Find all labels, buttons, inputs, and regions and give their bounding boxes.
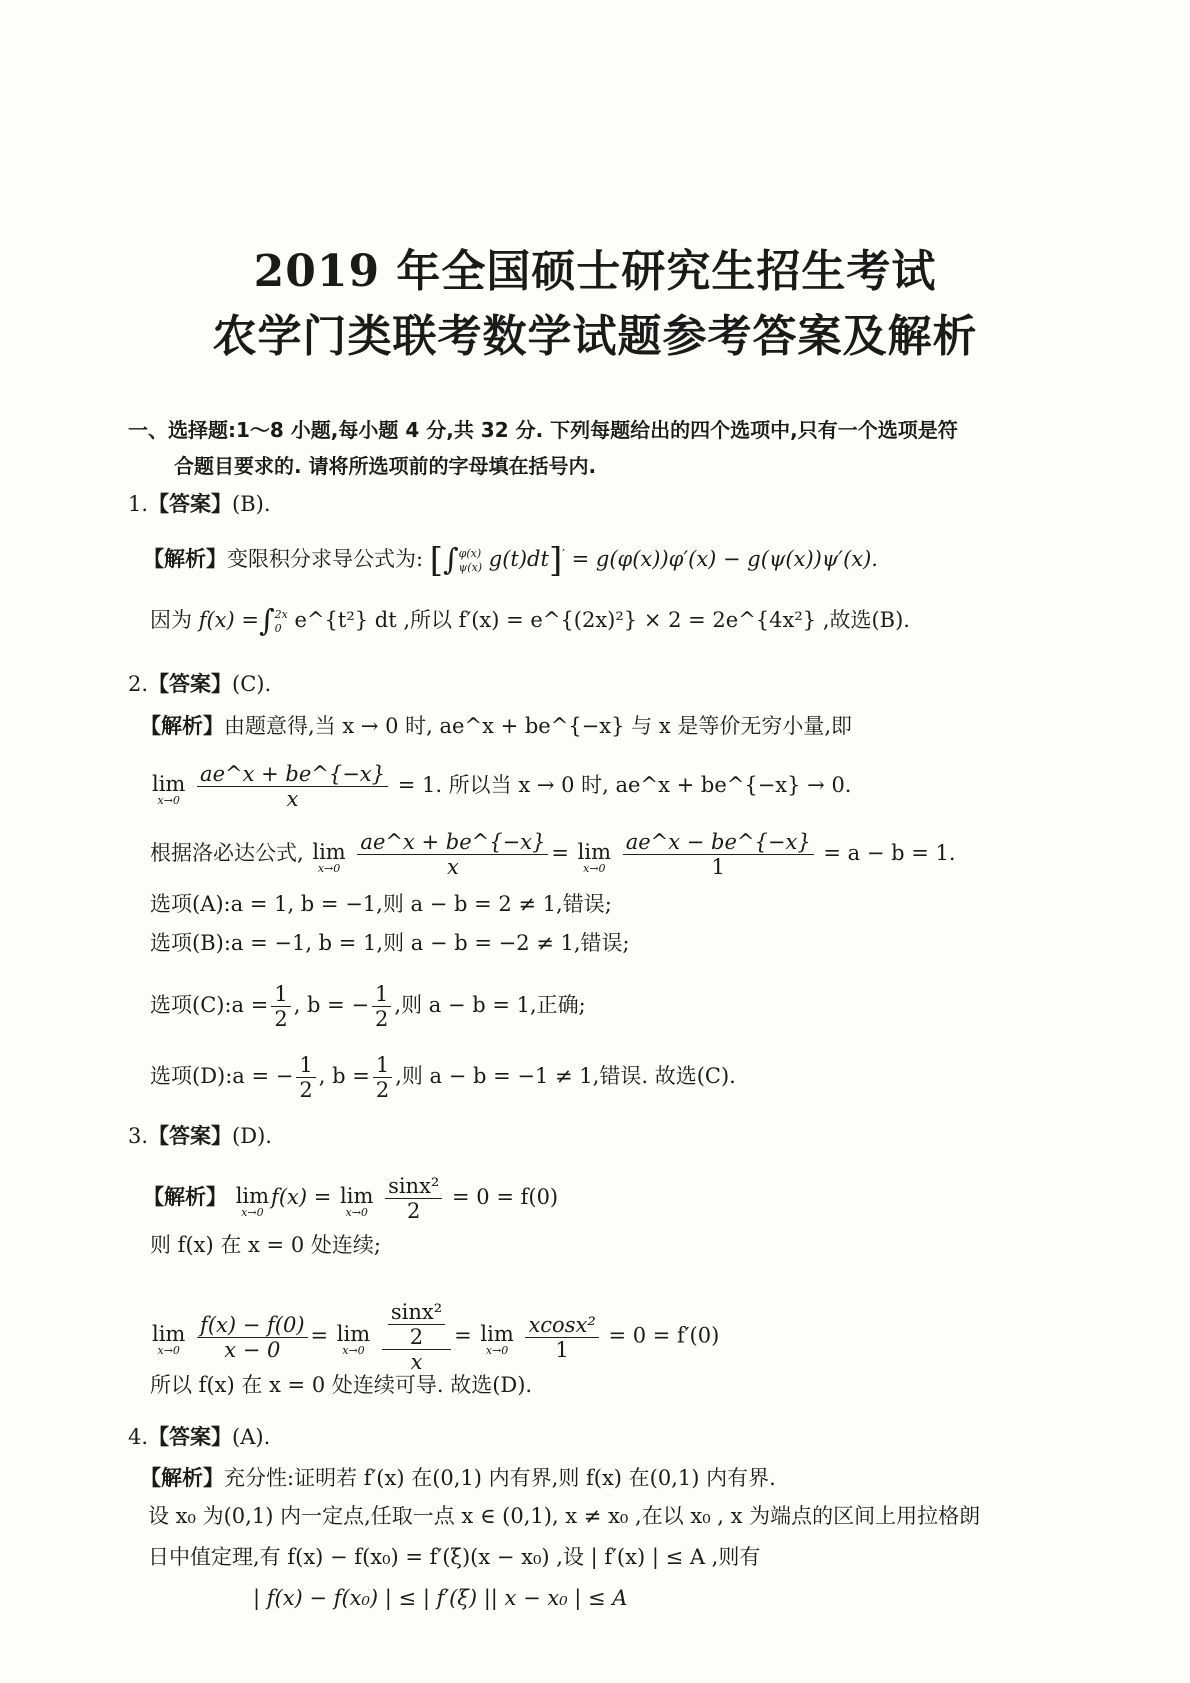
q4-answer <box>128 1423 270 1451</box>
fraction <box>525 1313 598 1362</box>
q2-number: 2. <box>128 672 149 696</box>
page-title-line2: 农学门类联考数学试题参考答案及解析 <box>212 311 978 362</box>
text: 选项(D):a = − <box>150 1064 294 1088</box>
numerator: ae^x + be^{−x} <box>357 830 548 855</box>
q1-answer <box>128 490 271 518</box>
limit <box>578 836 611 874</box>
denominator: x − 0 <box>224 1337 281 1362</box>
fraction <box>296 1053 315 1102</box>
answer-label: 【答案】 <box>148 1425 233 1449</box>
text: 变限积分求导公式为: <box>227 547 424 571</box>
lim-sub: x→0 <box>345 1205 368 1219</box>
text: = a − b = 1. <box>823 841 956 865</box>
q4-analysis-line1 <box>140 1464 776 1492</box>
text: , b = <box>318 1064 370 1088</box>
fraction <box>373 1053 392 1102</box>
limit <box>340 1180 373 1218</box>
answer-label: 【答案】 <box>148 1124 233 1148</box>
q2-answer <box>128 670 271 698</box>
q3-answer-value: (D). <box>232 1124 272 1148</box>
limit <box>337 1318 370 1356</box>
denominator: 2 <box>409 1325 424 1349</box>
text: 因为 <box>150 608 199 632</box>
numerator: xcosx² <box>525 1313 598 1338</box>
text: ,故选(B). <box>816 608 910 632</box>
denominator: 2 <box>375 1078 390 1102</box>
formula: = 0 = f′(0) <box>608 1323 720 1348</box>
text: ,则 a − b = −1 ≠ 1,错误. 故选(C). <box>395 1064 736 1088</box>
fraction <box>388 1300 445 1349</box>
q2-answer-value: (C). <box>232 672 272 696</box>
lim: lim <box>577 839 612 864</box>
denominator: 2 <box>274 1007 288 1031</box>
numerator: 1 <box>271 982 290 1007</box>
q1-analysis-line2 <box>150 603 910 639</box>
q4-answer-value: (A). <box>232 1425 271 1449</box>
lim-sub: x→0 <box>157 793 180 807</box>
lim-sub: x→0 <box>241 1205 264 1219</box>
formula: f(x) = <box>198 608 259 632</box>
page-title-line1: 2019 年全国硕士研究生招生考试 <box>253 246 937 297</box>
analysis-label: 【解析】 <box>143 547 227 571</box>
analysis-label: 【解析】 <box>140 1466 224 1490</box>
numerator: 1 <box>296 1053 315 1078</box>
upper-limit: 2x <box>274 607 288 621</box>
lim-sub: x→0 <box>317 861 341 875</box>
fraction <box>197 1313 307 1362</box>
lim-sub: x→0 <box>157 1344 180 1357</box>
denominator: 1 <box>711 855 725 879</box>
q2-option-c <box>150 982 586 1031</box>
numerator <box>382 1300 451 1350</box>
lim: lim <box>312 839 346 864</box>
numerator: ae^x − be^{−x} <box>623 830 814 855</box>
section-heading: 一、选择题:1～8 小题,每小题 4 分,共 32 分. 下列每题给出的四个选项中,只有一个选项是符 <box>128 418 958 442</box>
lim-sub: x→0 <box>485 1344 509 1357</box>
fraction <box>271 982 290 1031</box>
q1-answer-value: (B). <box>232 492 271 516</box>
q2-option-b: 选项(B):a = −1, b = 1,则 a − b = −2 ≠ 1,错误; <box>150 931 630 955</box>
bracket: ] <box>548 540 563 581</box>
denominator: 2 <box>299 1078 313 1102</box>
fraction <box>623 830 814 879</box>
numerator: sinx² <box>385 1174 442 1199</box>
denominator: 1 <box>555 1337 569 1362</box>
lim-sub: x→0 <box>342 1344 365 1357</box>
section-heading-cont: 合题目要求的. 请将所选项前的字母填在括号内. <box>174 454 597 478</box>
denominator: 2 <box>407 1199 421 1223</box>
integrand: g(t)dt <box>488 547 549 571</box>
limit <box>152 1318 185 1356</box>
q2-analysis-line3: 根据洛必达公式, lim x→0 $\frac{ae\^{}x + be\^{}\{-x\}}{x}$ = lim x→0 $\frac{ae\^{}x - be\^{}\{-x\}}{1}$ = a − b = 1. <box>150 830 956 879</box>
bracket: [ <box>429 540 444 581</box>
answer-label: 【答案】 <box>148 672 233 696</box>
lim: lim <box>152 1322 186 1346</box>
q3-answer <box>128 1122 272 1150</box>
text: ,则 a − b = 1,正确; <box>394 993 586 1017</box>
lower-limit: ψ(x) <box>458 560 483 574</box>
integral-sign: ∫ <box>258 603 275 639</box>
q4-number: 4. <box>128 1425 149 1449</box>
q4-analysis-line4: | f(x) − f(x₀) | ≤ | f′(ξ) || x − x₀ | ≤ A <box>253 1586 628 1610</box>
q3-analysis-line1 <box>143 1174 558 1223</box>
q1-number: 1. <box>128 492 149 516</box>
formula: = 0 = f(0) <box>452 1185 559 1209</box>
limit <box>480 1318 513 1356</box>
limit <box>312 836 345 874</box>
formula: f(x) = <box>271 1185 332 1209</box>
numerator: 1 <box>372 982 391 1007</box>
q3-analysis-line4: 所以 f(x) 在 x = 0 处连续可导. 故选(D). <box>150 1373 533 1397</box>
q2-analysis-line1 <box>140 712 852 740</box>
lim: lim <box>480 1322 514 1346</box>
integral-limits <box>275 608 288 636</box>
q2-analysis-line2 <box>150 762 851 811</box>
denominator: x <box>286 787 299 811</box>
numerator: f(x) − f(0) <box>197 1313 307 1338</box>
fraction <box>357 830 548 879</box>
lim: lim <box>336 1322 371 1346</box>
q2-option-a: 选项(A):a = 1, b = −1,则 a − b = 2 ≠ 1,错误; <box>150 892 612 916</box>
q4-analysis-line2: 设 x₀ 为(0,1) 内一定点,任取一点 x ∈ (0,1), x ≠ x₀ ,在以 x₀ , x 为端点的区间上用拉格朗 <box>148 1504 981 1528</box>
fraction <box>385 1174 442 1223</box>
compound-fraction <box>382 1300 451 1374</box>
denominator: x <box>410 1350 423 1374</box>
text: , b = − <box>293 993 370 1017</box>
integral-sign: ∫ <box>443 542 459 578</box>
analysis-label: 【解析】 <box>143 1185 227 1209</box>
denominator: 2 <box>375 1007 389 1031</box>
lim-sub: x→0 <box>583 861 606 875</box>
text: 由题意得,当 x → 0 时, ae^x + be^{−x} 与 x 是等价无穷小量,即 <box>224 714 853 738</box>
upper-limit: φ(x) <box>458 546 482 560</box>
answer-label: 【答案】 <box>148 492 233 516</box>
analysis-label: 【解析】 <box>140 714 224 738</box>
lim: lim <box>340 1183 374 1208</box>
text: = 1. 所以当 x → 0 时, ae^x + be^{−x} → 0. <box>397 773 852 797</box>
formula: e^{t²} dt ,所以 f′(x) = e^{(2x)²} × 2 = 2e^{4x²} <box>294 608 817 632</box>
q1-analysis-line1: 【解析】变限积分求导公式为: [∫ φ(x) ψ(x) g(t)dt]′ = g(φ(x))φ′(x) − g(ψ(x))ψ′(x). <box>143 540 878 581</box>
denominator: x <box>446 855 459 879</box>
text: 选项(C):a = <box>150 993 269 1017</box>
integral-limits <box>459 547 482 575</box>
numerator: sinx² <box>388 1300 445 1325</box>
q3-analysis-line3: lim x→0 $\frac{f(x) - f(0)}{x - 0}$ = lim x→0 $\frac{\frac{\text{sinx²}}{2}}{x}$ = lim x→0 $\frac{\text{xcosx²}}{1}$ = 0 = f′(0) <box>152 1300 720 1374</box>
numerator: 1 <box>373 1053 392 1078</box>
text: 根据洛必达公式, <box>150 841 304 865</box>
limit <box>236 1180 269 1218</box>
formula-rhs: = g(φ(x))φ′(x) − g(ψ(x))ψ′(x). <box>571 547 878 571</box>
lim: lim <box>152 771 186 796</box>
lim: lim <box>235 1183 270 1208</box>
limit <box>152 768 185 806</box>
q2-option-d <box>150 1053 736 1102</box>
text: 充分性:证明若 f′(x) 在(0,1) 内有界,则 f(x) 在(0,1) 内有界. <box>224 1466 776 1490</box>
q3-number: 3. <box>128 1124 149 1148</box>
fraction <box>372 982 391 1031</box>
q3-analysis-line2: 则 f(x) 在 x = 0 处连续; <box>150 1233 381 1257</box>
numerator: ae^x + be^{−x} <box>197 762 388 787</box>
fraction <box>197 762 388 811</box>
lower-limit: 0 <box>274 621 282 635</box>
q4-analysis-line3: 日中值定理,有 f(x) − f(x₀) = f′(ξ)(x − x₀) ,设 | f′(x) | ≤ A ,则有 <box>148 1545 761 1569</box>
